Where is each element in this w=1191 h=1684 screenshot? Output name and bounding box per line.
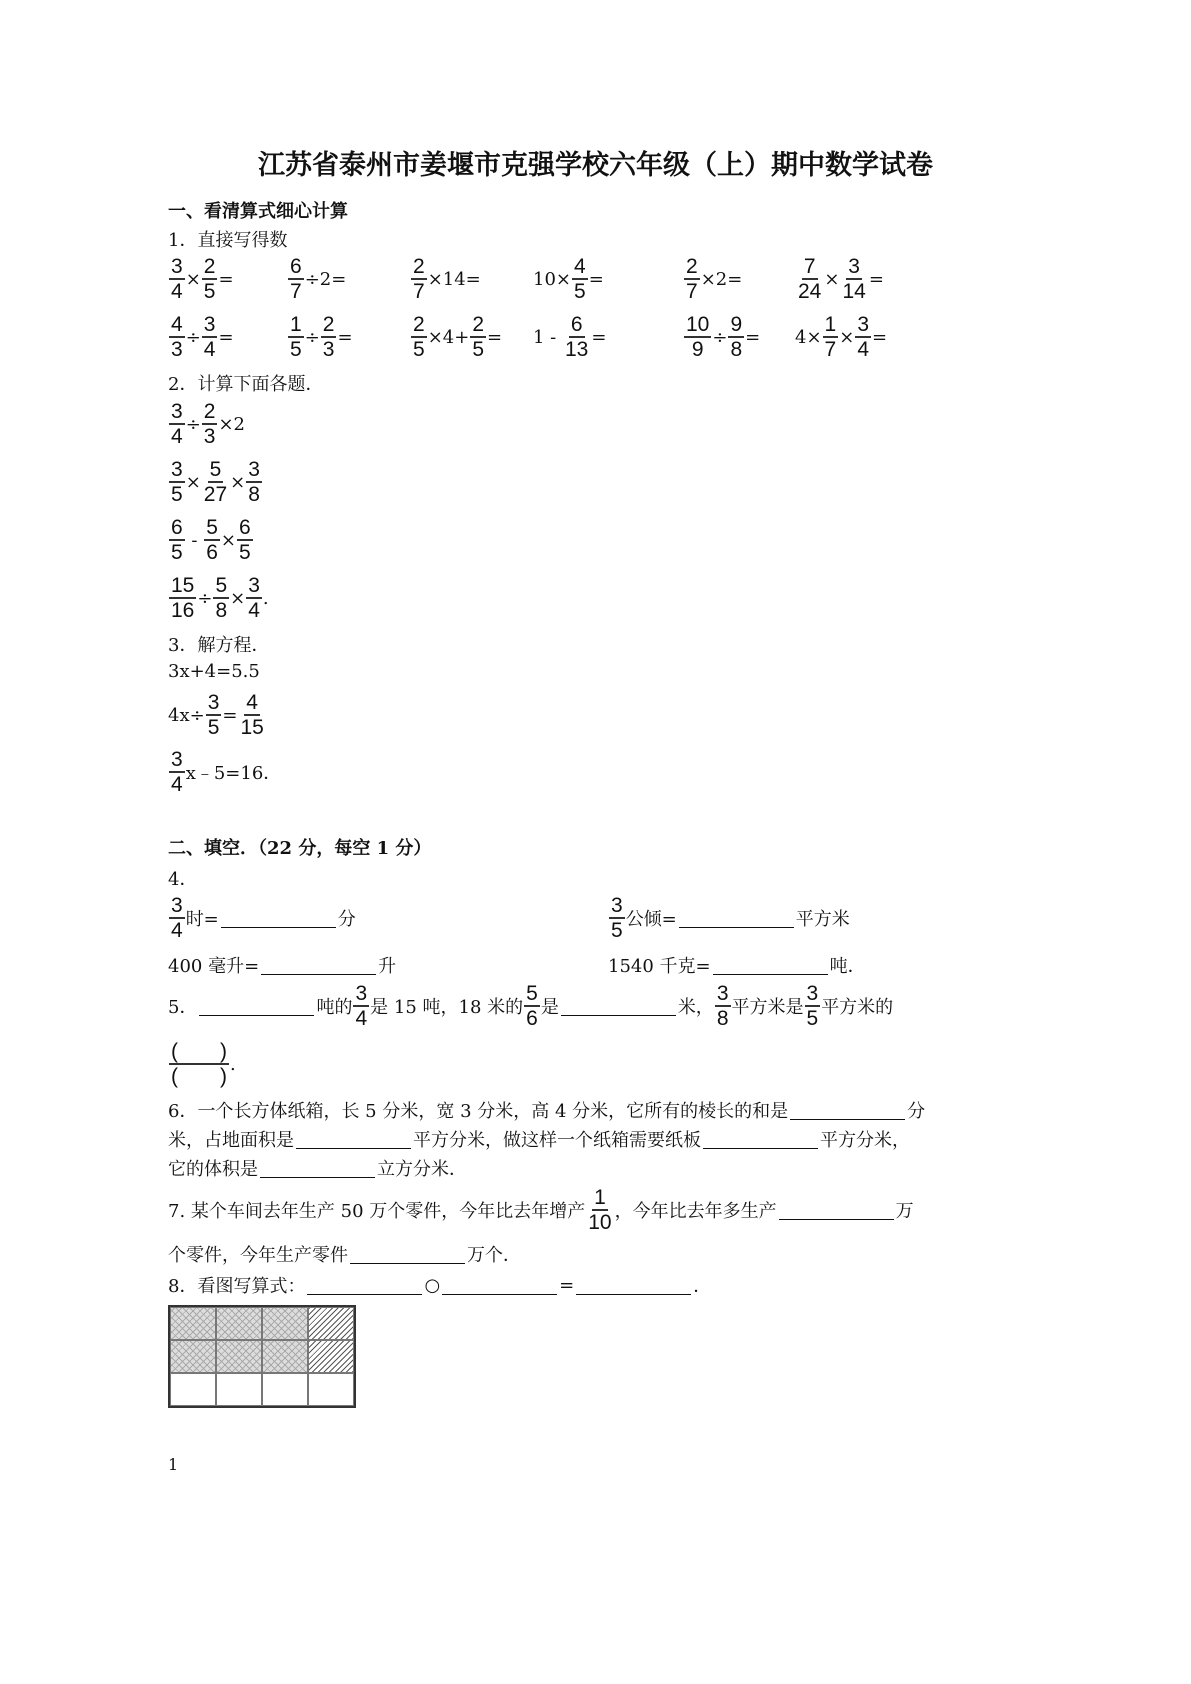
expression — [168, 1241, 521, 1267]
expression-text: 时= — [185, 909, 219, 930]
expression — [168, 574, 269, 622]
fraction — [169, 894, 185, 942]
expression-text: 10× — [533, 268, 571, 290]
expression-text: ×2 — [218, 413, 246, 435]
expression-text: = — [868, 268, 884, 290]
denominator: 7 — [290, 280, 302, 303]
expression-text: 公倾= — [625, 909, 677, 930]
expression-text: × — [824, 268, 840, 290]
expression — [168, 1186, 914, 1234]
numerator: 3 — [806, 982, 819, 1005]
numerator: 1 — [594, 1186, 606, 1209]
numerator: 7 — [803, 255, 816, 278]
denominator: 4 — [203, 338, 216, 361]
fraction — [202, 400, 218, 448]
answer-blank[interactable] — [679, 909, 794, 928]
expression — [683, 313, 760, 361]
expression — [287, 313, 353, 361]
grid-cell-empty — [170, 1373, 216, 1406]
page-title: 江苏省泰州市姜堰市克强学校六年级（上）期中数学试卷 — [258, 150, 933, 181]
fraction — [321, 313, 337, 361]
numerator: 3 — [171, 458, 183, 481]
fraction — [169, 574, 196, 622]
grid-cell-crosshatch — [262, 1307, 308, 1340]
denominator: 5 — [574, 280, 586, 303]
answer-blank[interactable] — [561, 997, 676, 1016]
expression — [168, 982, 893, 1030]
denominator: 5 — [290, 338, 302, 361]
expression-text: = — [872, 326, 888, 348]
page-number: 1 — [168, 1455, 179, 1474]
fraction — [840, 255, 867, 303]
numerator: 5 — [215, 574, 228, 597]
denominator: 7 — [686, 280, 698, 303]
expression-text: 平方分米，做这样一个纸箱需要纸板 — [413, 1130, 701, 1151]
expression-text: 平方米 — [795, 909, 850, 930]
denominator: 5 — [207, 716, 220, 739]
grid-cell-diagonal — [308, 1307, 354, 1340]
denominator: ( ) — [171, 1065, 227, 1088]
fraction — [206, 691, 222, 739]
expression-text: 它的体积是 — [168, 1159, 258, 1180]
expression-text: 4× — [795, 326, 822, 348]
fraction — [796, 255, 823, 303]
expression — [168, 255, 234, 303]
fraction — [609, 894, 625, 942]
denominator: 5 — [239, 541, 251, 564]
expression — [608, 894, 850, 942]
expression-text: . — [230, 1053, 236, 1075]
denominator: 8 — [716, 1007, 729, 1030]
fraction — [169, 516, 185, 564]
denominator: 6 — [206, 541, 218, 564]
numerator: 3 — [857, 313, 870, 336]
denominator: 10 — [588, 1211, 612, 1234]
expression-text: = — [487, 326, 503, 348]
expression-text: 吨． — [829, 956, 866, 977]
numerator: 3 — [611, 894, 623, 917]
numerator: 3 — [207, 691, 220, 714]
expression-text: x﹣5=16． — [185, 763, 282, 784]
expression-text: ○ — [424, 1274, 441, 1296]
expression-text: 米，占地面积是 — [168, 1130, 294, 1151]
answer-blank[interactable] — [260, 1159, 375, 1178]
expression-text: 8．看图写算式： — [168, 1276, 306, 1297]
denominator: 5 — [611, 919, 623, 942]
denominator: 5 — [203, 280, 216, 303]
expression-text: ×4+ — [427, 326, 470, 348]
expression — [608, 952, 866, 978]
fraction — [202, 255, 218, 303]
answer-blank[interactable] — [703, 1130, 818, 1149]
numerator: 2 — [686, 255, 698, 278]
expression-text: . — [262, 587, 269, 609]
answer-blank[interactable] — [199, 997, 314, 1016]
expression-text: 7. 某个车间去年生产 50 万个零件，今年比去年增产 — [168, 1201, 586, 1222]
expression-text: × — [230, 471, 246, 493]
expression-text: 个零件，今年生产零件 — [168, 1245, 348, 1266]
q3-label: 3．解方程． — [168, 635, 270, 656]
numerator: 2 — [322, 313, 335, 336]
expression — [168, 661, 260, 682]
q2-label: 2．计算下面各题． — [168, 374, 324, 395]
expression — [168, 691, 267, 739]
denominator: 4 — [171, 280, 183, 303]
expression-text: 分 — [907, 1101, 926, 1122]
expression-text: ÷ — [185, 413, 201, 435]
expression-text: ÷2= — [304, 268, 347, 290]
numerator: 4 — [246, 691, 258, 714]
fraction — [411, 313, 427, 361]
answer-blank[interactable] — [442, 1276, 557, 1295]
q1-label: 1．直接写得数 — [168, 230, 288, 251]
answer-blank[interactable] — [790, 1101, 905, 1120]
expression — [533, 255, 604, 303]
expression-text: = — [591, 326, 607, 348]
answer-blank[interactable] — [261, 956, 376, 975]
numerator: 2 — [203, 400, 216, 423]
denominator: 4 — [171, 425, 183, 448]
expression-text: ． — [693, 1276, 712, 1297]
expression-text: × — [185, 268, 201, 290]
denominator: 27 — [203, 483, 228, 506]
expression-text: ，今年比去年多生产 — [614, 1201, 777, 1222]
expression — [168, 748, 281, 796]
fraction — [586, 1186, 613, 1234]
numerator: 3 — [248, 574, 260, 597]
numerator: 1 — [824, 313, 837, 336]
fraction — [169, 400, 185, 448]
fraction — [572, 255, 588, 303]
expression — [287, 255, 346, 303]
expression-text: 400 毫升= — [168, 956, 260, 977]
numerator: 2 — [472, 313, 484, 336]
expression — [168, 1155, 467, 1181]
fraction — [237, 516, 253, 564]
expression-text: = — [559, 1274, 575, 1296]
expression-text: = — [588, 268, 604, 290]
fraction — [823, 313, 839, 361]
expression-text: 万 — [895, 1201, 914, 1222]
grid-cell-diagonal — [308, 1340, 354, 1373]
denominator: 5 — [413, 338, 425, 361]
denominator: 16 — [171, 599, 195, 622]
expression-text: 吨的 — [316, 997, 353, 1018]
expression-text: 5． — [168, 997, 198, 1018]
numerator: 9 — [730, 313, 743, 336]
numerator: 6 — [171, 516, 183, 539]
denominator: 5 — [806, 1007, 819, 1030]
shaded-grid-figure — [168, 1305, 356, 1408]
expression-text: 升 — [378, 956, 397, 977]
numerator: 3 — [171, 894, 183, 917]
expression — [683, 255, 742, 303]
fraction — [805, 982, 821, 1030]
numerator: ( ) — [171, 1040, 227, 1063]
fraction — [728, 313, 744, 361]
numerator: 3 — [716, 982, 729, 1005]
numerator: 2 — [203, 255, 216, 278]
fraction — [353, 982, 369, 1030]
expression-text: = — [337, 326, 353, 348]
expression-text: 平方米是 — [731, 997, 804, 1018]
expression-text: 米， — [677, 997, 714, 1018]
expression — [168, 894, 356, 942]
numerator: 3 — [203, 313, 216, 336]
denominator: 4 — [248, 599, 260, 622]
numerator: 5 — [206, 516, 218, 539]
expression-text: 分 — [337, 909, 356, 930]
expression-text: 万个． — [467, 1245, 521, 1266]
denominator: 24 — [798, 280, 822, 303]
denominator: 6 — [526, 1007, 538, 1030]
fraction — [213, 574, 229, 622]
expression-text: 1540 千克= — [608, 956, 711, 977]
grid-cell-crosshatch — [216, 1307, 262, 1340]
fraction — [169, 313, 185, 361]
expression-text: 是 — [540, 997, 559, 1018]
denominator: 7 — [824, 338, 837, 361]
fraction — [169, 458, 185, 506]
expression-text: ×2= — [700, 268, 743, 290]
numerator: 3 — [355, 982, 368, 1005]
expression-text: = — [745, 326, 761, 348]
numerator: 3 — [171, 255, 183, 278]
fraction — [238, 691, 265, 739]
denominator: 4 — [171, 919, 183, 942]
expression — [533, 313, 606, 361]
answer-blank[interactable] — [713, 956, 828, 975]
numerator: 6 — [290, 255, 302, 278]
expression-text: 1 - — [533, 326, 562, 348]
fraction — [169, 255, 185, 303]
numerator: 3 — [248, 458, 260, 481]
expression-text: ÷ — [197, 587, 213, 609]
expression-text: = — [218, 268, 234, 290]
denominator: 3 — [322, 338, 335, 361]
grid-cell-crosshatch — [170, 1307, 216, 1340]
denominator: 5 — [171, 541, 183, 564]
expression-text: = — [218, 326, 234, 348]
fraction — [288, 255, 304, 303]
expression-text: 是 15 吨，18 米的 — [370, 997, 524, 1018]
answer-blank[interactable] — [221, 909, 336, 928]
fraction — [202, 458, 229, 506]
expression-text: ÷ — [304, 326, 320, 348]
numerator: 4 — [171, 313, 183, 336]
section-2-heading: 二、填空．（22 分，每空 1 分） — [168, 838, 432, 859]
answer-blank[interactable] — [779, 1201, 894, 1220]
answer-blank[interactable] — [350, 1245, 465, 1264]
grid-cell-crosshatch — [262, 1340, 308, 1373]
expression-text: 4x÷ — [168, 704, 205, 726]
denominator: 4 — [355, 1007, 368, 1030]
numerator: 5 — [526, 982, 538, 1005]
denominator: 14 — [842, 280, 866, 303]
expression — [168, 400, 245, 448]
grid-cell-empty — [262, 1373, 308, 1406]
numerator: 6 — [570, 313, 583, 336]
numerator: 4 — [574, 255, 586, 278]
fraction — [524, 982, 540, 1030]
expression — [168, 1097, 925, 1123]
denominator: 4 — [171, 773, 183, 796]
numerator: 2 — [413, 313, 425, 336]
section-1-heading: 一、看清算式细心计算 — [168, 201, 348, 222]
expression-text: × — [185, 471, 201, 493]
q4-label: 4． — [168, 869, 198, 890]
numerator: 5 — [209, 458, 222, 481]
expression — [410, 255, 481, 303]
fraction — [715, 982, 731, 1030]
numerator: 2 — [413, 255, 425, 278]
fraction — [470, 313, 486, 361]
grid-cell-empty — [216, 1373, 262, 1406]
expression-text: 平方分米， — [820, 1130, 910, 1151]
expression — [795, 313, 887, 361]
fraction — [204, 516, 220, 564]
expression-text: = — [222, 704, 238, 726]
expression — [168, 952, 396, 978]
fraction — [169, 748, 185, 796]
grid-cell-crosshatch — [216, 1340, 262, 1373]
expression-text: 立方分米． — [377, 1159, 467, 1180]
fraction — [246, 574, 262, 622]
denominator: 7 — [413, 280, 425, 303]
expression — [168, 313, 234, 361]
fraction — [288, 313, 304, 361]
expression — [168, 1126, 910, 1152]
numerator: 1 — [290, 313, 302, 336]
denominator: 9 — [691, 338, 704, 361]
expression-text: ×14= — [427, 268, 481, 290]
denominator: 8 — [730, 338, 743, 361]
grid-cell-crosshatch — [170, 1340, 216, 1373]
expression-text: ÷ — [712, 326, 728, 348]
expression-text: × — [220, 529, 236, 551]
numerator: 6 — [239, 516, 251, 539]
expression-text: 6．一个长方体纸箱，长 5 分米，宽 3 分米，高 4 分米，它所有的棱长的和是 — [168, 1101, 789, 1122]
denominator: 5 — [171, 483, 183, 506]
expression — [168, 516, 254, 564]
fraction — [563, 313, 590, 361]
answer-blank[interactable] — [296, 1130, 411, 1149]
denominator: 5 — [472, 338, 484, 361]
expression — [168, 458, 263, 506]
denominator: 4 — [857, 338, 870, 361]
numerator: 15 — [171, 574, 195, 597]
expression-text: × — [839, 326, 855, 348]
expression — [795, 255, 884, 303]
expression-text: × — [230, 587, 246, 609]
denominator: 3 — [171, 338, 183, 361]
expression-text: ÷ — [185, 326, 201, 348]
fraction — [684, 313, 711, 361]
denominator: 3 — [203, 425, 216, 448]
numerator: 3 — [171, 748, 183, 771]
expression — [410, 313, 502, 361]
fraction — [202, 313, 218, 361]
fraction — [246, 458, 262, 506]
numerator: 3 — [848, 255, 860, 278]
denominator: 15 — [240, 716, 264, 739]
answer-blank[interactable] — [576, 1276, 691, 1295]
denominator: 13 — [564, 338, 589, 361]
fraction — [684, 255, 700, 303]
answer-blank[interactable] — [307, 1276, 422, 1295]
denominator: 8 — [248, 483, 260, 506]
expression — [168, 1040, 236, 1088]
denominator: 8 — [215, 599, 228, 622]
expression-text: 平方米的 — [821, 997, 894, 1018]
fraction — [169, 1040, 229, 1088]
expression-text: - — [185, 529, 204, 551]
fraction — [411, 255, 427, 303]
expression — [168, 1272, 711, 1298]
fraction — [855, 313, 871, 361]
numerator: 3 — [171, 400, 183, 423]
numerator: 10 — [686, 313, 710, 336]
expression-text: 3x+4=5.5 — [168, 661, 260, 682]
grid-cell-empty — [308, 1373, 354, 1406]
